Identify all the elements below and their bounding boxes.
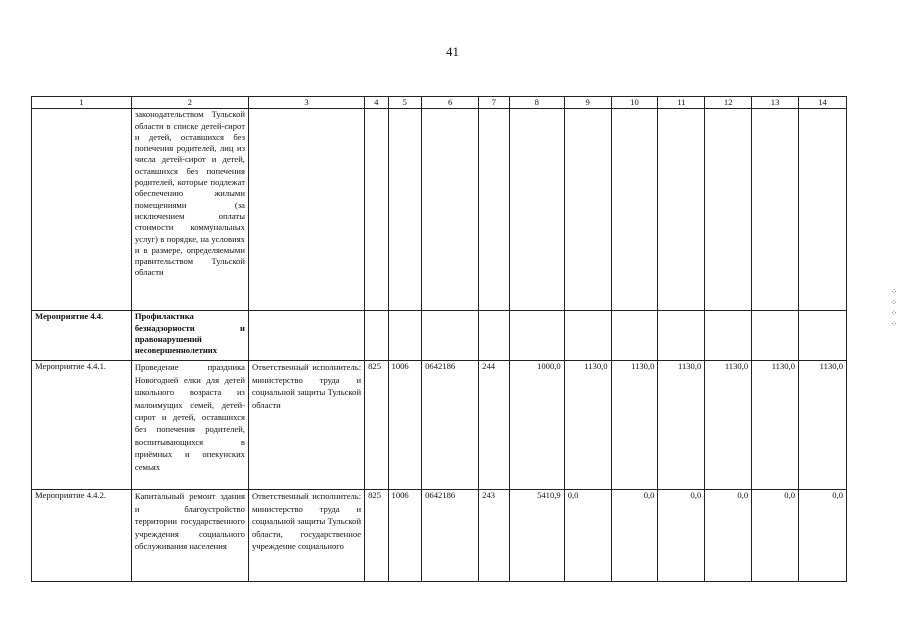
table-cell: 0642186	[422, 361, 479, 490]
header-cell: 5	[388, 97, 422, 109]
table-cell	[705, 109, 752, 311]
table-cell: 0642186	[422, 490, 479, 582]
header-cell: 1	[32, 97, 132, 109]
table-cell	[705, 311, 752, 361]
table-cell: 1130,0	[658, 361, 705, 490]
table-cell	[365, 109, 388, 311]
header-cell: 13	[752, 97, 799, 109]
table-cell	[422, 311, 479, 361]
table-cell	[509, 311, 564, 361]
table-cell: 1006	[388, 361, 422, 490]
table-cell: 1130,0	[611, 361, 658, 490]
table-cell: 825	[365, 361, 388, 490]
table-cell: 0,0	[752, 490, 799, 582]
table-cell: Профилактика безнадзорности и правонарушений несовершеннолетних	[131, 311, 248, 361]
table-row	[32, 490, 847, 582]
header-cell: 11	[658, 97, 705, 109]
table-cell	[658, 311, 705, 361]
table-cell: Капитальный ремонт здания и благоустройство территории государственного учреждения социального обслуживания населения	[131, 490, 248, 582]
table-cell	[799, 311, 847, 361]
page-number: 41	[446, 44, 459, 59]
header-row	[32, 97, 847, 109]
header-cell: 10	[611, 97, 658, 109]
table-cell	[509, 109, 564, 311]
table-cell: 1000,0	[509, 361, 564, 490]
table-cell: Мероприятие 4.4.1.	[32, 361, 132, 490]
table-cell: 1130,0	[752, 361, 799, 490]
table-cell: 1130,0	[705, 361, 752, 490]
table-cell: Ответственный исполнитель: министерство труда и социальной защиты Тульской области, государственное учреждение социального	[248, 490, 364, 582]
table-cell: Ответственный исполнитель: министерство труда и социальной защиты Тульской области	[248, 361, 364, 490]
table-cell: 1130,0	[799, 361, 847, 490]
table-cell: Проведение праздника Новогодней елки для детей школьного возраста из малоимущих семей, детей-сирот и детей, оставшихся без попечения родителей, воспитывающихся в приёмных и опекунских семьях	[131, 361, 248, 490]
table-cell	[799, 109, 847, 311]
table-cell	[422, 109, 479, 311]
table-cell: 1130,0	[564, 361, 611, 490]
table-cell: 1006	[388, 490, 422, 582]
table-cell: 825	[365, 490, 388, 582]
table-cell	[564, 109, 611, 311]
header-cell: 12	[705, 97, 752, 109]
table-cell	[564, 311, 611, 361]
scan-artifact: ⁘ ⁘ ⁘ ⁘	[889, 288, 898, 328]
table-row	[32, 109, 847, 311]
program-table	[31, 96, 847, 582]
table-cell: законодательством Тульской области в списке детей-сирот и детей, оставшихся без попечения родителей, лиц из числа детей-сирот и детей, оставшихся без попечения родителей, которые подлежат обеспечению жилыми помещениями (за исключением оплаты стоимости коммунальных услуг) в порядке, на условиях и в размере, определяемыми правительством Тульской области	[131, 109, 248, 311]
table-cell	[248, 109, 364, 311]
table-cell	[479, 109, 510, 311]
table-cell: 0,0	[658, 490, 705, 582]
table-cell: 0,0	[705, 490, 752, 582]
table-row	[32, 311, 847, 361]
header-cell: 3	[248, 97, 364, 109]
table-cell	[658, 109, 705, 311]
table-cell: 244	[479, 361, 510, 490]
table-cell	[388, 109, 422, 311]
header-cell: 8	[509, 97, 564, 109]
table-cell: Мероприятие 4.4.2.	[32, 490, 132, 582]
table-cell: 243	[479, 490, 510, 582]
header-cell: 2	[131, 97, 248, 109]
table-cell	[611, 109, 658, 311]
table-cell	[365, 311, 388, 361]
table-row	[32, 361, 847, 490]
table-cell: Мероприятие 4.4.	[32, 311, 132, 361]
header-cell: 14	[799, 97, 847, 109]
table-cell	[752, 109, 799, 311]
header-cell: 7	[479, 97, 510, 109]
table-cell	[388, 311, 422, 361]
table-cell	[611, 311, 658, 361]
header-cell: 6	[422, 97, 479, 109]
table-cell: 5410,9	[509, 490, 564, 582]
table-cell	[248, 311, 364, 361]
table-cell: 0,0	[611, 490, 658, 582]
table-cell: 0,0	[799, 490, 847, 582]
header-cell: 4	[365, 97, 388, 109]
table-cell	[752, 311, 799, 361]
header-cell: 9	[564, 97, 611, 109]
table-cell	[479, 311, 510, 361]
table-cell: 0,0	[564, 490, 611, 582]
table-cell	[32, 109, 132, 311]
